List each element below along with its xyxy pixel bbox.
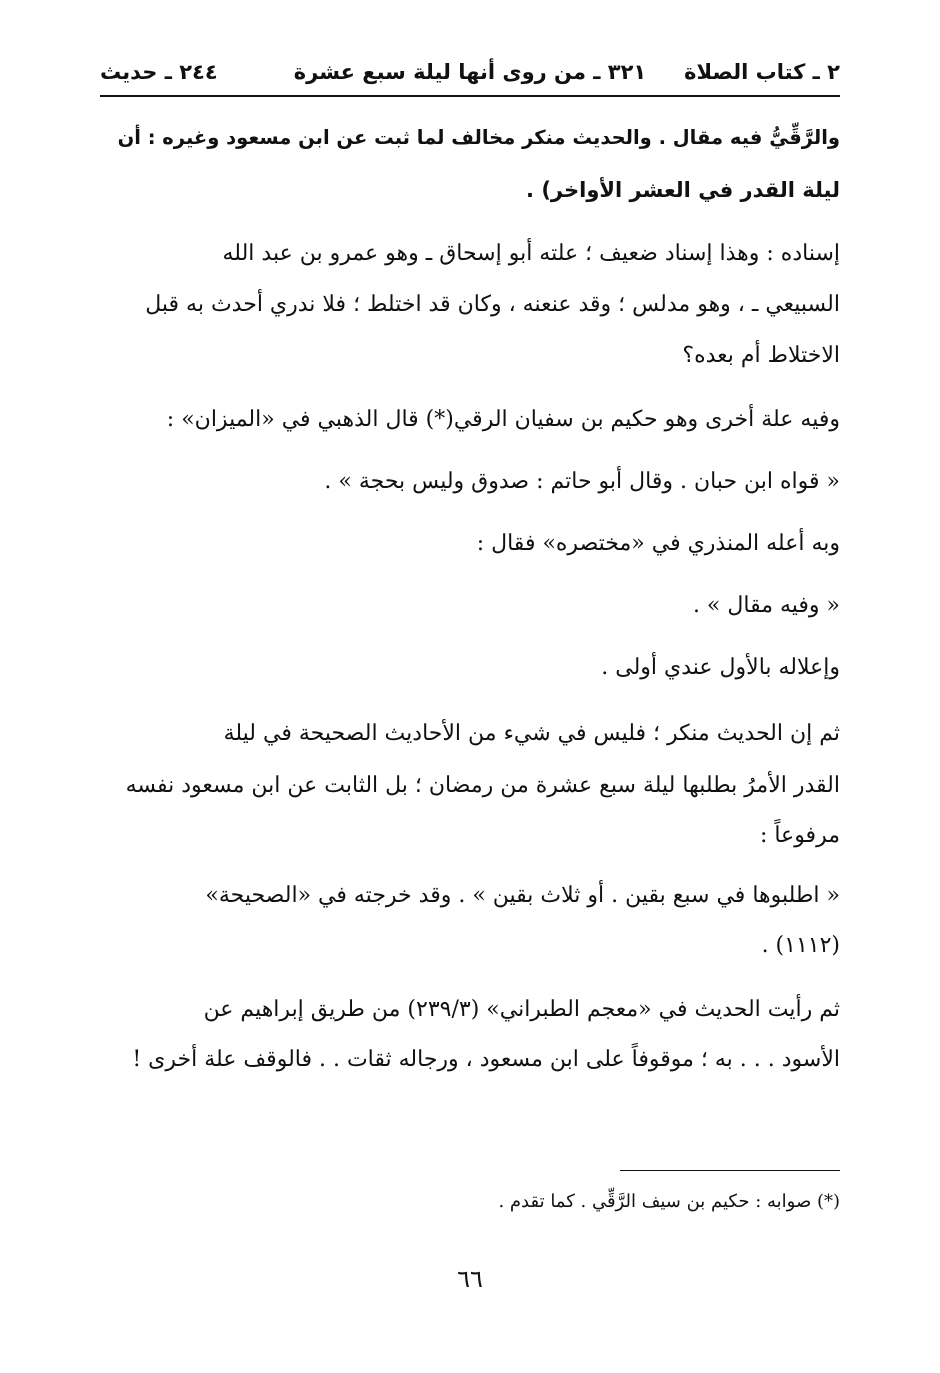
body-line: وإعلاله بالأول عندي أولى .: [601, 655, 840, 680]
body-line: إسناده : وهذا إسناد ضعيف ؛ علته أبو إسحاق ـ وهو عمرو بن عبد الله: [222, 241, 840, 266]
page-number: ٦٦: [457, 1265, 483, 1293]
body-line: (١١١٢) .: [761, 933, 840, 958]
body-line: مرفوعاً :: [759, 823, 840, 848]
body-line: ليلة القدر في العشر الأواخر) .: [526, 178, 840, 202]
header-book-title: ٢ ـ كتاب الصلاة: [684, 60, 840, 84]
body-line: القدر الأمرُ بطلبها ليلة سبع عشرة من رمضان ؛ بل الثابت عن ابن مسعود نفسه: [125, 773, 840, 798]
body-line: الاختلاط أم بعده؟: [682, 343, 840, 368]
body-line: ثم رأيت الحديث في «معجم الطبراني» (٢٣٩/٣) من طريق إبراهيم عن: [203, 997, 840, 1022]
header-chapter-title: ٣٢١ ـ من روى أنها ليلة سبع عشرة: [293, 60, 647, 84]
footnote: (*) صوابه : حكيم بن سيف الرَّقِّي . كما تقدم .: [498, 1191, 840, 1212]
body-line: وبه أعله المنذري في «مختصره» فقال :: [476, 531, 840, 556]
header-hadith-number: ٢٤٤ ـ حديث: [100, 60, 218, 84]
body-line: والرَّقِّيُّ فيه مقال . والحديث منكر مخالف لما ثبت عن ابن مسعود وغيره : أن: [117, 126, 840, 149]
body-line: السبيعي ـ ، وهو مدلس ؛ وقد عنعنه ، وكان قد اختلط ؛ فلا ندري أحدث به قبل: [145, 292, 840, 317]
header-rule: [100, 95, 840, 97]
body-line: الأسود . . . به ؛ موقوفاً على ابن مسعود ، ورجاله ثقات . . فالوقف علة أخرى !: [132, 1047, 840, 1072]
body-line: ثم إن الحديث منكر ؛ فليس في شيء من الأحاديث الصحيحة في ليلة: [223, 721, 840, 746]
body-line: « وفيه مقال » .: [692, 593, 840, 618]
body-line: « قواه ابن حبان . وقال أبو حاتم : صدوق وليس بحجة » .: [324, 469, 840, 494]
body-line: وفيه علة أخرى وهو حكيم بن سفيان الرقي(*) قال الذهبي في «الميزان» :: [166, 407, 840, 432]
body-line: « اطلبوها في سبع بقين . أو ثلاث بقين » . وقد خرجته في «الصحيحة»: [205, 883, 840, 908]
footnote-rule: [620, 1170, 840, 1171]
running-header: [100, 52, 840, 92]
